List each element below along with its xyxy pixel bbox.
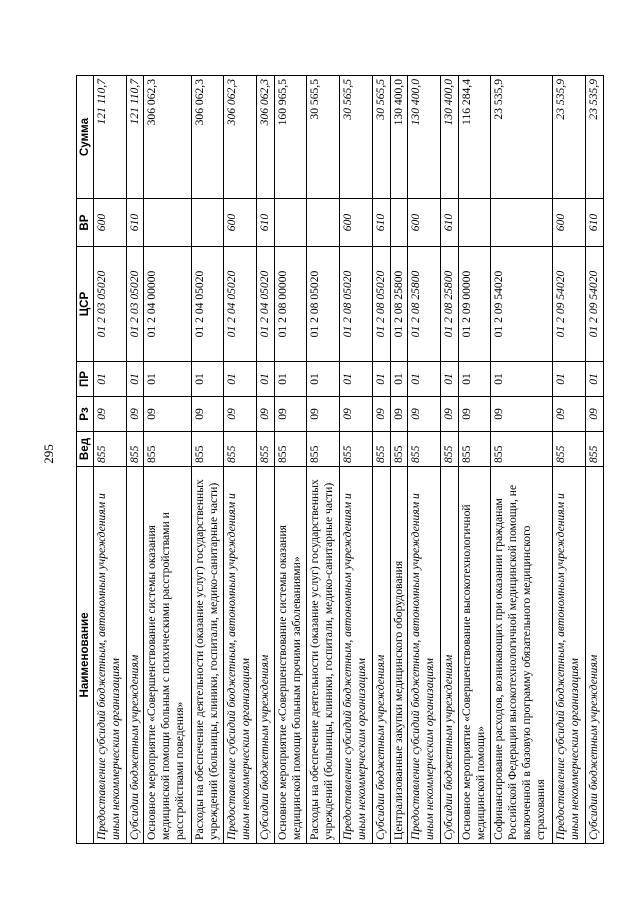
cell-name: Предоставление субсидий бюджетным, автономным учреждениям и иным некоммерческим организациям [94,467,127,844]
cell-csr: 01 2 08 05020 [372,247,390,362]
cell-vea: 855 [274,432,307,467]
cell-rz: 09 [126,397,144,432]
cell-rz: 09 [307,397,340,432]
cell-vr: 610 [372,199,390,247]
cell-vea: 855 [586,432,604,467]
cell-csr: 01 2 09 00000 [458,247,491,362]
cell-sum: 116 284,4 [458,76,491,199]
cell-rz: 09 [144,397,191,432]
table-row [553,76,586,844]
header-sum: Сумма [77,76,94,199]
cell-csr: 01 2 04 00000 [144,247,191,362]
cell-name: Субсидии бюджетным учреждениям [440,467,458,844]
cell-vea: 855 [553,432,586,467]
table-body [94,76,604,844]
cell-csr: 01 2 08 25800 [408,247,441,362]
cell-sum: 23 535,9 [553,76,586,199]
cell-name: Софинансирование расходов, возникающих при оказании гражданам Российской Федерации высокотехнологичной медицинской помощи, не включенной в базовую программу обязательного медицинского страхования [491,467,553,844]
cell-name: Предоставление субсидий бюджетным, автономным учреждениям и иным некоммерческим организациям [408,467,441,844]
cell-sum: 306 062,3 [191,76,224,199]
page-number: 295 [41,444,56,464]
cell-vr: 610 [256,199,274,247]
cell-vr [274,199,307,247]
cell-csr: 01 2 04 05020 [256,247,274,362]
cell-rz: 09 [408,397,441,432]
cell-rz: 09 [224,397,257,432]
cell-vea: 855 [256,432,274,467]
cell-pr: 01 [586,362,604,397]
table-row [307,76,340,844]
header-rz: Рз [77,397,94,432]
cell-pr: 01 [440,362,458,397]
cell-pr: 01 [553,362,586,397]
cell-vea: 855 [340,432,373,467]
table-row [586,76,604,844]
cell-vea: 855 [191,432,224,467]
cell-vr: 600 [94,199,127,247]
cell-sum: 306 062,3 [144,76,191,199]
cell-csr: 01 2 08 05020 [307,247,340,362]
cell-csr: 01 2 04 05020 [191,247,224,362]
cell-rz: 09 [491,397,553,432]
cell-name: Предоставление субсидий бюджетным, автономным учреждениям и иным некоммерческим организациям [340,467,373,844]
cell-csr: 01 2 09 54020 [553,247,586,362]
cell-rz: 09 [440,397,458,432]
cell-sum: 30 565,5 [340,76,373,199]
cell-vea: 855 [372,432,390,467]
cell-name: Расходы на обеспечение деятельности (оказание услуг) государственных учреждений (больницы, клиники, госпитали, медико-санитарные части) [191,467,224,844]
cell-csr: 01 2 09 54020 [586,247,604,362]
cell-pr: 01 [491,362,553,397]
cell-sum: 30 565,5 [307,76,340,199]
cell-name: Субсидии бюджетным учреждениям [256,467,274,844]
table-row [126,76,144,844]
cell-pr: 01 [408,362,441,397]
header-vr: ВР [77,199,94,247]
cell-sum: 23 535,9 [491,76,553,199]
cell-vr [458,199,491,247]
cell-vea: 855 [307,432,340,467]
cell-rz: 09 [340,397,373,432]
cell-rz: 09 [458,397,491,432]
cell-sum: 130 400,0 [390,76,408,199]
budget-table [76,75,604,844]
cell-sum: 30 565,5 [372,76,390,199]
table-row [390,76,408,844]
cell-sum: 23 535,9 [586,76,604,199]
table-row [94,76,127,844]
cell-vr: 600 [408,199,441,247]
cell-vea: 855 [126,432,144,467]
table-row [491,76,553,844]
cell-sum: 306 062,3 [224,76,257,199]
cell-vr: 610 [126,199,144,247]
cell-sum: 121 110,7 [94,76,127,199]
table-row [224,76,257,844]
cell-name: Предоставление субсидий бюджетным, автономным учреждениям и иным некоммерческим организациям [224,467,257,844]
cell-rz: 09 [256,397,274,432]
table-row [274,76,307,844]
table-header-row [77,76,94,844]
cell-vea: 855 [144,432,191,467]
cell-vea: 855 [491,432,553,467]
cell-pr: 01 [340,362,373,397]
cell-name: Расходы на обеспечение деятельности (оказание услуг) государственных учреждений (больницы, клиники, госпитали, медико-санитарные части) [307,467,340,844]
cell-vr [191,199,224,247]
table-row [256,76,274,844]
header-csr: ЦСР [77,247,94,362]
cell-sum: 306 062,3 [256,76,274,199]
cell-vr [307,199,340,247]
cell-rz: 09 [553,397,586,432]
cell-sum: 130 400,0 [440,76,458,199]
table-row [144,76,191,844]
cell-vr: 600 [340,199,373,247]
cell-rz: 09 [274,397,307,432]
cell-vea: 855 [440,432,458,467]
cell-vr [390,199,408,247]
cell-pr: 01 [372,362,390,397]
cell-rz: 09 [372,397,390,432]
cell-vea: 855 [224,432,257,467]
table-row [372,76,390,844]
cell-sum: 130 400,0 [408,76,441,199]
header-vea: Вед [77,432,94,467]
cell-name: Предоставление субсидий бюджетным, автономным учреждениям и иным некоммерческим организациям [553,467,586,844]
cell-name: Основное мероприятие «Совершенствование системы оказания медицинской помощи больным прочими заболеваниями» [274,467,307,844]
cell-csr: 01 2 03 05020 [126,247,144,362]
cell-pr: 01 [458,362,491,397]
cell-csr: 01 2 08 05020 [340,247,373,362]
cell-pr: 01 [224,362,257,397]
cell-sum: 121 110,7 [126,76,144,199]
cell-pr: 01 [390,362,408,397]
cell-vr [491,199,553,247]
cell-csr: 01 2 08 25800 [390,247,408,362]
cell-csr: 01 2 08 25800 [440,247,458,362]
cell-name: Основное мероприятие «Совершенствование высокотехнологичной медицинской помощи» [458,467,491,844]
cell-vea: 855 [390,432,408,467]
cell-vea: 855 [458,432,491,467]
cell-csr: 01 2 04 05020 [224,247,257,362]
cell-sum: 160 965,5 [274,76,307,199]
rotated-page-content [76,76,604,844]
cell-csr: 01 2 03 05020 [94,247,127,362]
cell-pr: 01 [191,362,224,397]
table-row [408,76,441,844]
cell-rz: 09 [390,397,408,432]
cell-pr: 01 [307,362,340,397]
header-pr: ПР [77,362,94,397]
cell-pr: 01 [274,362,307,397]
cell-csr: 01 2 09 54020 [491,247,553,362]
cell-name: Субсидии бюджетным учреждениям [126,467,144,844]
cell-vr: 610 [586,199,604,247]
table-row [340,76,373,844]
cell-name: Субсидии бюджетным учреждениям [372,467,390,844]
cell-vr: 610 [440,199,458,247]
table-row [458,76,491,844]
cell-vr: 600 [224,199,257,247]
cell-vr [144,199,191,247]
cell-name: Централизованные закупки медицинского оборудования [390,467,408,844]
cell-pr: 01 [144,362,191,397]
table-row [191,76,224,844]
cell-vea: 855 [408,432,441,467]
cell-rz: 09 [586,397,604,432]
cell-csr: 01 2 08 00000 [274,247,307,362]
cell-name: Субсидии бюджетным учреждениям [586,467,604,844]
header-name: Наименование [77,467,94,844]
table-row [440,76,458,844]
cell-name: Основное мероприятие «Совершенствование системы оказания медицинской помощи больным с психическими расстройствами и расстройствами поведения» [144,467,191,844]
cell-vr: 600 [553,199,586,247]
cell-pr: 01 [126,362,144,397]
cell-pr: 01 [256,362,274,397]
cell-rz: 09 [94,397,127,432]
cell-pr: 01 [94,362,127,397]
cell-rz: 09 [191,397,224,432]
cell-vea: 855 [94,432,127,467]
